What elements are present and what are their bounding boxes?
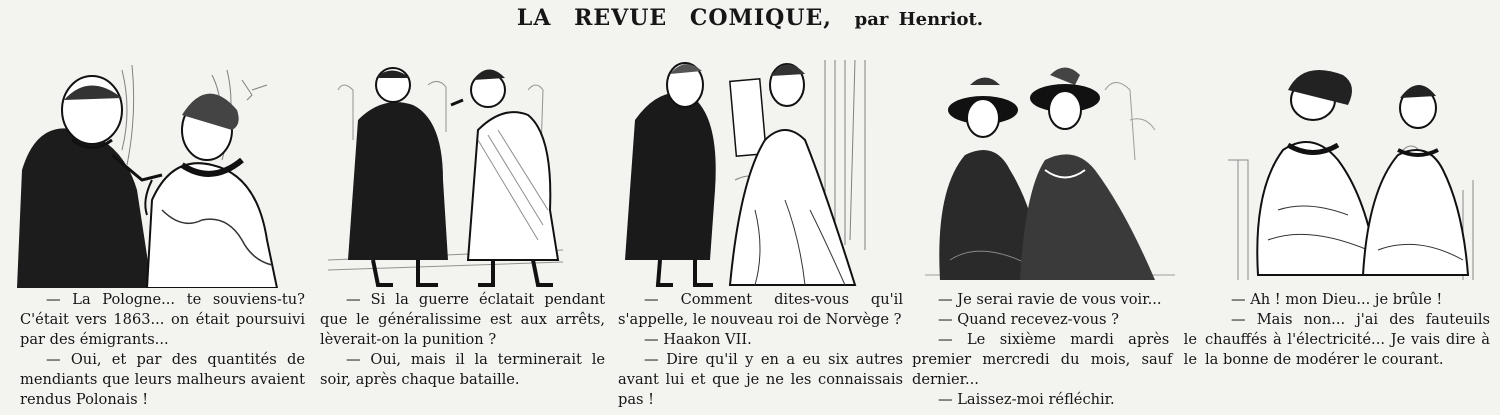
panel-5-caption — [1205, 290, 1490, 370]
panel-5-illustration — [1228, 60, 1488, 288]
panel-1-illustration — [12, 60, 287, 288]
caption-line: — Oui, mais il la terminerait le soir, après chaque bataille. — [320, 351, 605, 388]
panel-3-illustration — [625, 60, 875, 288]
panel-2-drawing — [328, 60, 563, 288]
panel-2-caption — [320, 290, 605, 390]
caption-line: — Ah ! mon Dieu... je brûle ! — [1231, 291, 1443, 308]
caption-line: — Le sixième mardi après le premier mercredi du mois, sauf le dernier... — [912, 331, 1197, 388]
caption-line: — Oui, et par des quantités de mendiants que leurs malheurs avaient rendus Polonais ! — [20, 351, 305, 408]
caption-line: — Laissez-moi réfléchir. — [938, 391, 1115, 408]
caption-line: — Mais non... j'ai des fauteuils chauffés à l'électricité... Je vais dire à la bonne de modérer le courant. — [1205, 311, 1490, 368]
panel-1-caption — [20, 290, 305, 410]
panel-1-drawing — [12, 60, 287, 288]
caption-line: — Si la guerre éclatait pendant que le généralissime est aux arrêts, lèverait-on la punition ? — [320, 291, 605, 348]
panel-5-drawing — [1228, 60, 1488, 288]
caption-line: — Haakon VII. — [644, 331, 752, 348]
strip-title — [0, 5, 1500, 31]
caption-line: — La Pologne... te souviens-tu? C'était vers 1863... on était poursuivi par des émigrants... — [20, 291, 305, 348]
panel-3-drawing — [625, 60, 875, 288]
title-main: LA REVUE COMIQUE, — [516, 5, 832, 31]
panel-2-illustration — [328, 60, 563, 288]
caption-line: — Quand recevez-vous ? — [938, 311, 1119, 328]
caption-line: — Je serai ravie de vous voir... — [938, 291, 1162, 308]
title-byline: par Henriot. — [854, 9, 984, 30]
caption-line: — Dire qu'il y en a eu six autres avant lui et que je ne les connaissais pas ! — [618, 351, 903, 408]
panel-4-drawing — [925, 60, 1175, 288]
panel-4-illustration — [925, 60, 1175, 288]
caption-line: — Comment dites-vous qu'il s'appelle, le nouveau roi de Norvège ? — [618, 291, 903, 328]
panel-4-caption — [912, 290, 1197, 410]
panel-3-caption — [618, 290, 903, 410]
